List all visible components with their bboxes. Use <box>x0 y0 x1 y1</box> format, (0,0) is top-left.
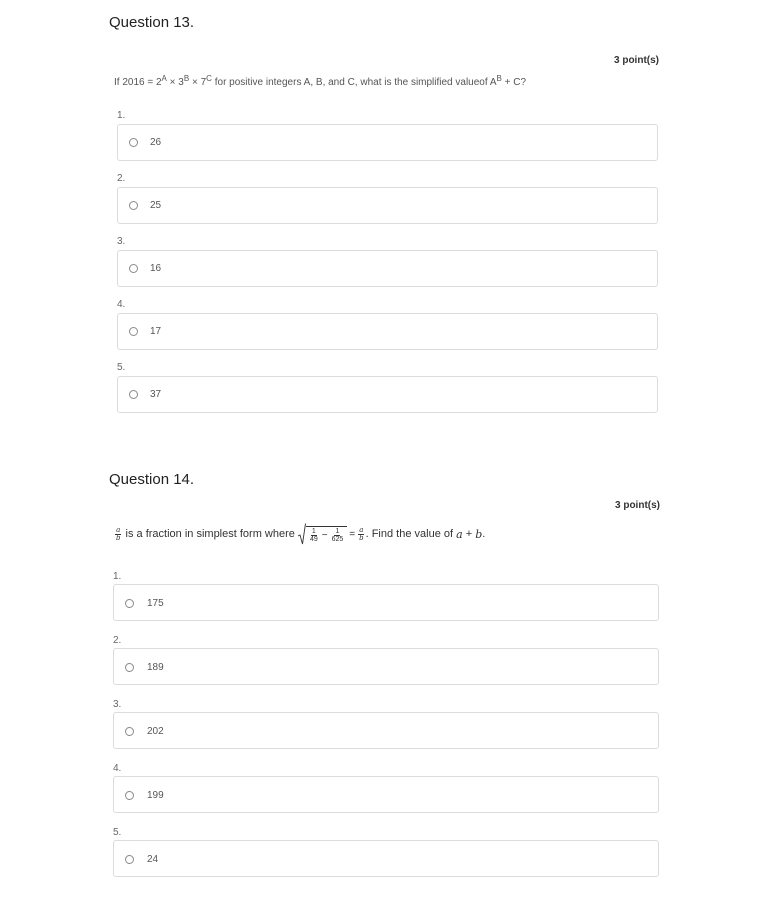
question-text: If $2016 = 2^A \times 3^B \times 7^C$ for positive integers A, B, and C, what is the simplified valueof $A^B + C$? <box>114 74 527 88</box>
answer-option-5[interactable] <box>113 840 659 877</box>
radio-button[interactable] <box>129 201 138 210</box>
option-value: 17 <box>150 326 162 337</box>
option-number: 5. <box>113 827 122 838</box>
answer-option-3[interactable] <box>117 250 658 287</box>
radio-button[interactable] <box>125 855 134 864</box>
option-value: 175 <box>147 598 164 609</box>
square-root-expression: $\frac{1}{49}$ − $\frac{1}{625}$ <box>298 523 347 545</box>
answer-option-2[interactable] <box>117 187 658 224</box>
answer-option-1[interactable] <box>113 584 659 621</box>
fraction-a-over-b: $\frac{a}{b}$ <box>116 525 121 542</box>
option-value: 37 <box>150 389 162 400</box>
radical-sign-icon <box>298 523 306 545</box>
answer-option-4[interactable] <box>117 313 658 350</box>
option-number: 3. <box>117 236 126 247</box>
option-value: 189 <box>147 662 164 673</box>
option-value: 24 <box>147 854 159 865</box>
answer-option-2[interactable] <box>113 648 659 685</box>
question-title: Question 14. <box>109 471 195 488</box>
option-number: 2. <box>113 635 122 646</box>
option-value: 25 <box>150 200 162 211</box>
radio-button[interactable] <box>129 390 138 399</box>
radio-button[interactable] <box>125 599 134 608</box>
radio-button[interactable] <box>125 727 134 736</box>
question-title: Question 13. <box>109 14 195 31</box>
answer-option-4[interactable] <box>113 776 659 813</box>
radio-button[interactable] <box>129 264 138 273</box>
radio-button[interactable] <box>125 791 134 800</box>
option-value: 202 <box>147 726 164 737</box>
option-number: 5. <box>117 362 126 373</box>
option-value: 16 <box>150 263 162 274</box>
radio-button[interactable] <box>125 663 134 672</box>
option-number: 1. <box>113 571 122 582</box>
answer-option-5[interactable] <box>117 376 658 413</box>
option-number: 2. <box>117 173 126 184</box>
points-label: 3 point(s) <box>615 500 660 511</box>
answer-option-1[interactable] <box>117 124 658 161</box>
points-label: 3 point(s) <box>614 55 659 66</box>
radio-button[interactable] <box>129 327 138 336</box>
option-value: 26 <box>150 137 162 148</box>
option-number: 3. <box>113 699 122 710</box>
option-value: 199 <box>147 790 164 801</box>
option-number: 4. <box>113 763 122 774</box>
option-number: 4. <box>117 299 126 310</box>
question-text: $\frac{a}{b}$ is a fraction in simplest form where $\frac{1}{49}$ − $\frac{1}{625}$ = $\frac{a}{b}$ . Find the value of a + b . <box>114 520 485 548</box>
answer-option-3[interactable] <box>113 712 659 749</box>
option-number: 1. <box>117 110 126 121</box>
radio-button[interactable] <box>129 138 138 147</box>
